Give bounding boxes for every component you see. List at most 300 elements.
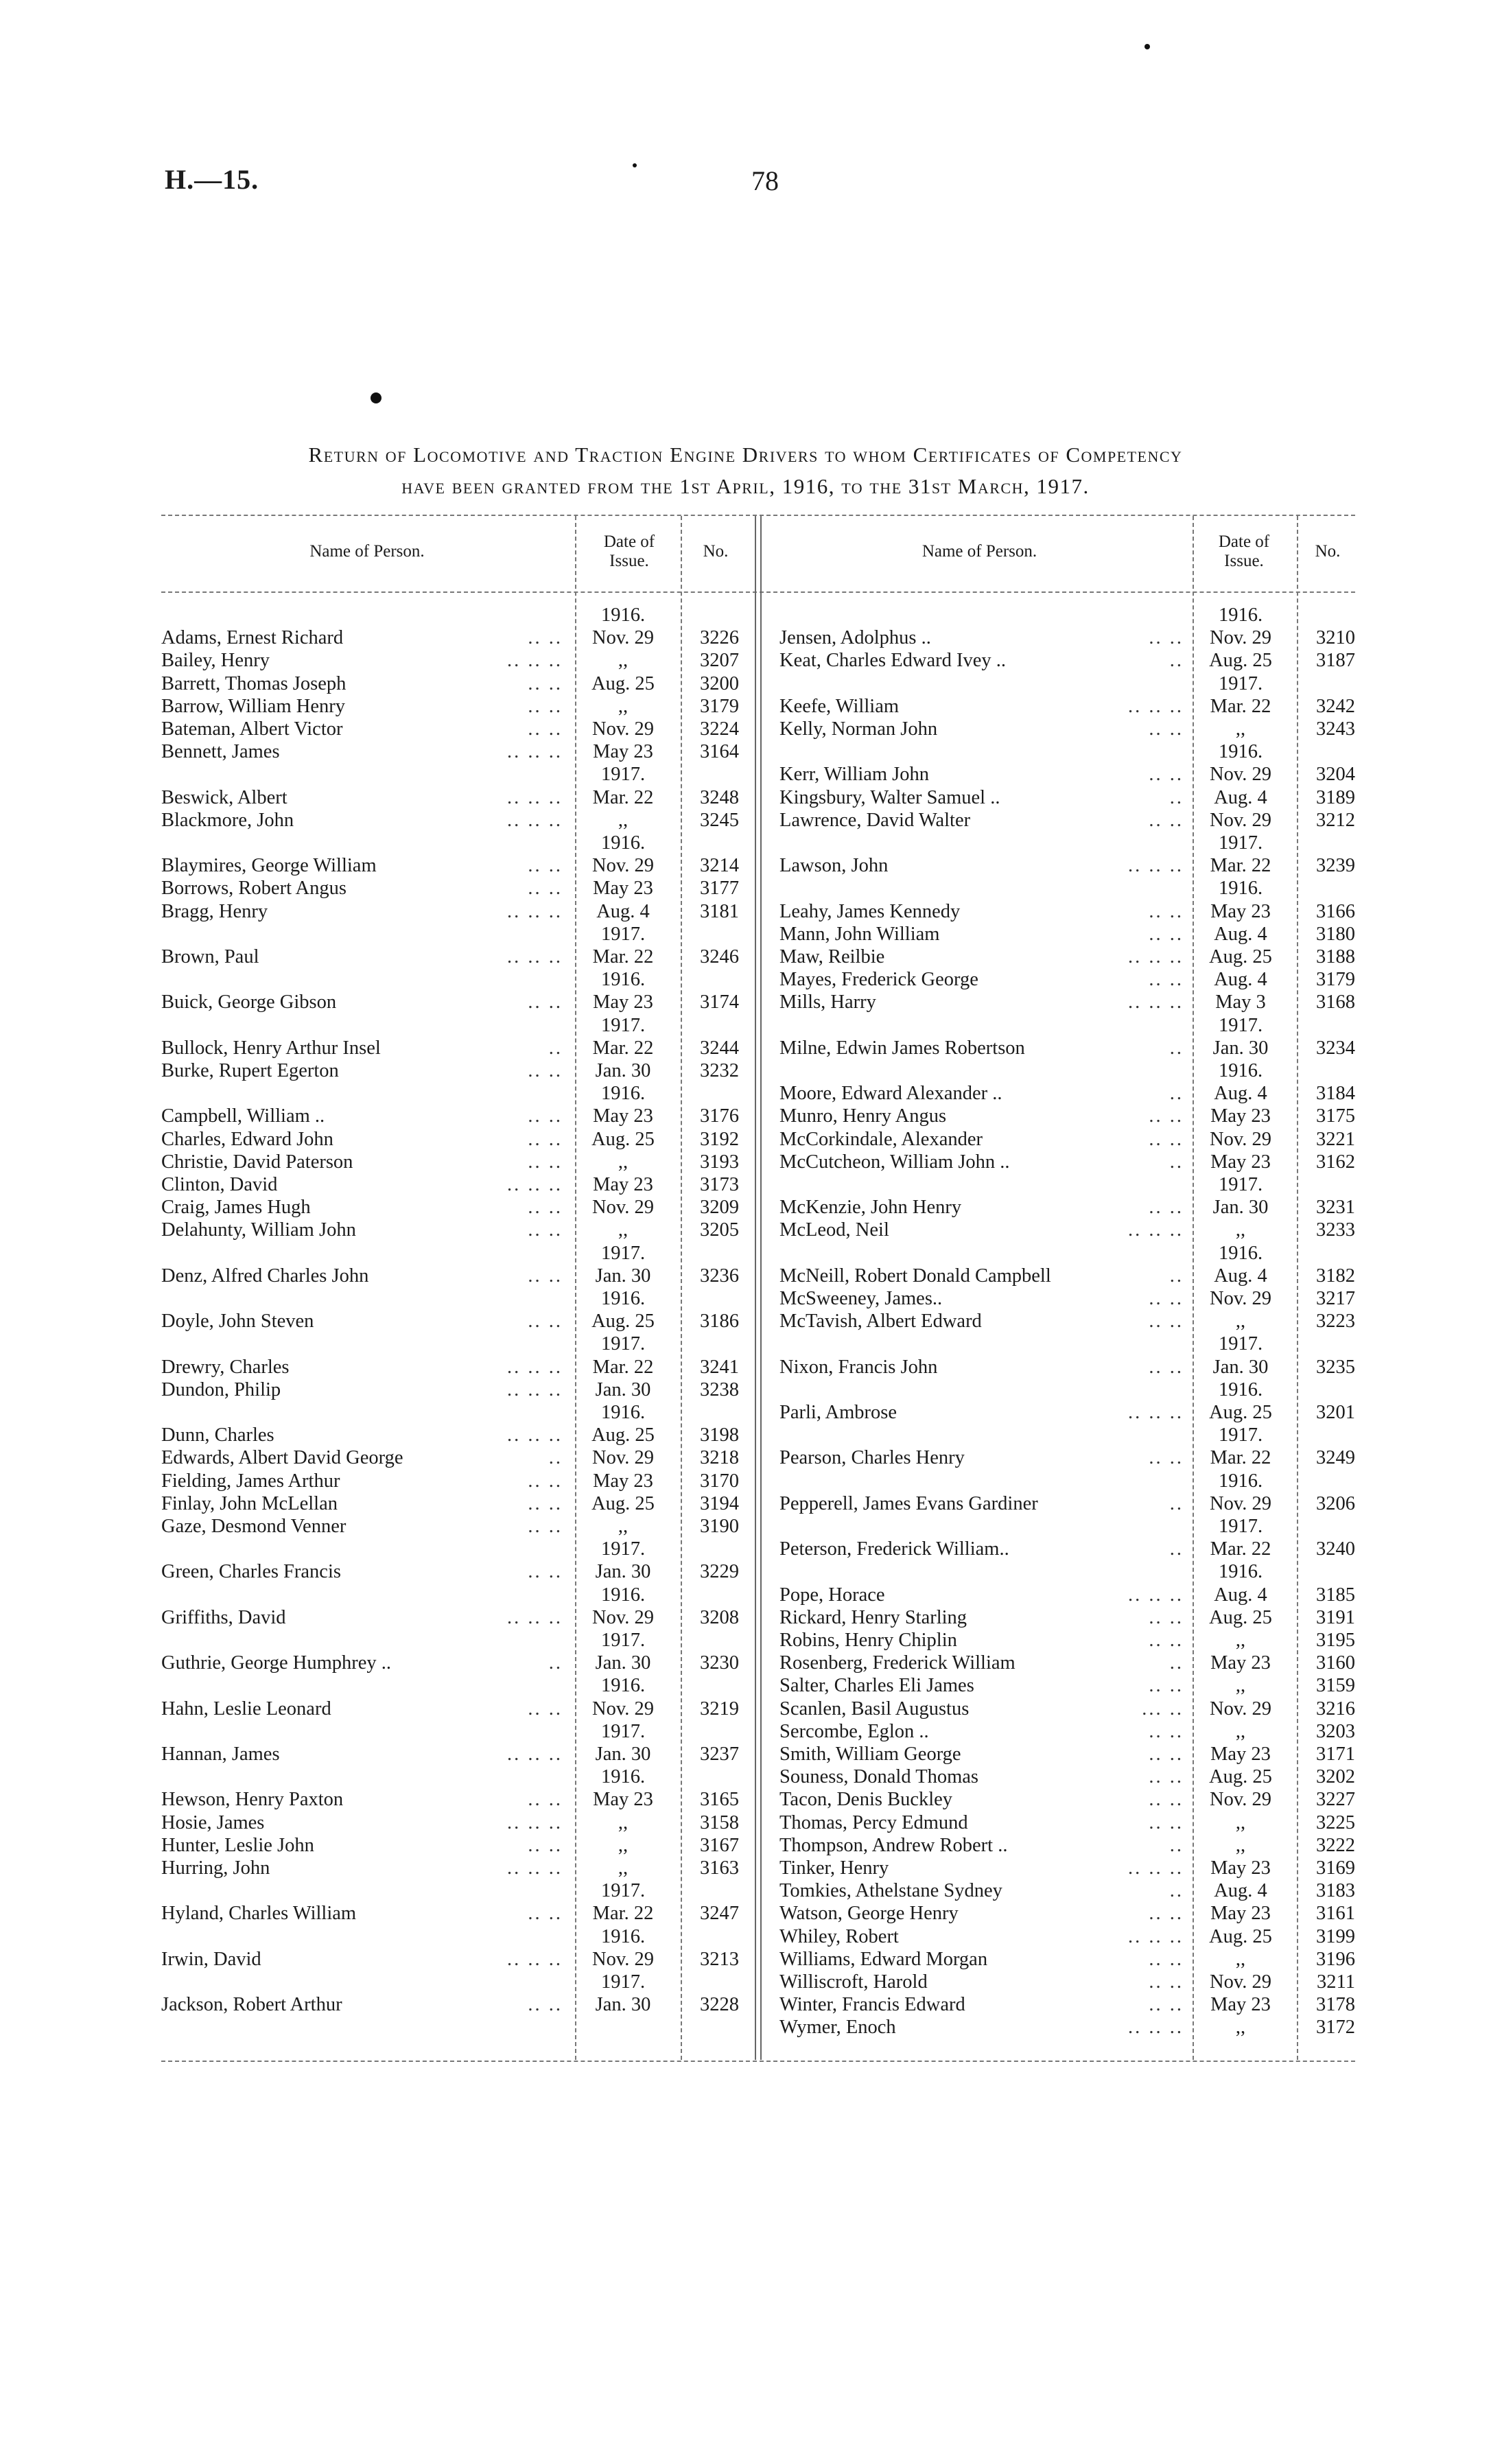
- issue-date: Aug. 4: [1214, 786, 1267, 808]
- leader-dots: ..: [1169, 1265, 1184, 1287]
- certificate-number: 3236: [700, 1265, 739, 1287]
- issue-date: May 23: [1210, 1105, 1271, 1127]
- leader-dots: ..: [1169, 1538, 1184, 1560]
- leader-dots: .. ..: [1149, 1789, 1184, 1811]
- issue-date: ,,: [618, 1516, 629, 1537]
- issue-date: ,,: [1235, 2017, 1246, 2039]
- certificate-number: 3166: [1316, 900, 1355, 922]
- right-number-divider: [1297, 516, 1298, 2060]
- leader-dots: .. ..: [1149, 1948, 1184, 1970]
- issue-date: 1916.: [600, 1766, 646, 1788]
- issue-date: Aug. 25: [591, 1311, 655, 1333]
- leader-dots: ..: [1169, 650, 1184, 672]
- leader-dots: ..: [548, 1447, 563, 1469]
- person-name: Borrows, Robert Angus: [161, 878, 347, 900]
- certificate-number: 3226: [700, 627, 739, 649]
- certificate-number: 3207: [700, 650, 739, 672]
- leader-dots: .. ..: [528, 1470, 563, 1492]
- certificate-number: 3241: [700, 1356, 739, 1378]
- leader-dots: .. ..: [528, 1903, 563, 1925]
- issue-date: Mar. 22: [592, 946, 654, 967]
- leader-dots: ..: [548, 1037, 563, 1059]
- certificate-number: 3210: [1316, 627, 1355, 649]
- certificate-number: 3237: [700, 1744, 739, 1765]
- leader-dots: .. .. ..: [1128, 1219, 1184, 1241]
- issue-date: Nov. 29: [1210, 1698, 1271, 1720]
- title-line-1: Return of Locomotive and Traction Engine Drivers to whom Certificates of Competency: [308, 443, 1183, 467]
- header-number-right: No.: [1315, 542, 1341, 561]
- leader-dots: .. ..: [528, 1698, 563, 1720]
- issue-date: 1917.: [1218, 1424, 1263, 1446]
- certificate-number: 3186: [700, 1311, 739, 1333]
- ink-speck: [1144, 44, 1150, 49]
- issue-date: Nov. 29: [1210, 764, 1271, 786]
- certificate-number: 3183: [1316, 1880, 1355, 1902]
- certificate-number: 3158: [700, 1811, 739, 1833]
- person-name: Keat, Charles Edward Ivey ..: [779, 650, 1007, 672]
- certificate-number: 3211: [1317, 1971, 1355, 1993]
- issue-date: Nov. 29: [1210, 627, 1271, 649]
- issue-date: Aug. 25: [591, 1128, 655, 1150]
- leader-dots: .. .. ..: [1128, 1402, 1184, 1423]
- person-name: Rickard, Henry Starling: [779, 1606, 967, 1628]
- leader-dots: .. ..: [528, 1060, 563, 1081]
- issue-date: 1916.: [600, 969, 646, 991]
- person-name: Adams, Ernest Richard: [161, 627, 344, 649]
- leader-dots: ..: [1169, 1652, 1184, 1674]
- leader-dots: .. .. ..: [507, 946, 563, 967]
- person-name: Denz, Alfred Charles John: [161, 1265, 369, 1287]
- leader-dots: .. ..: [1149, 1288, 1184, 1309]
- leader-dots: .. ..: [1149, 1903, 1184, 1925]
- certificate-number: 3162: [1316, 1151, 1355, 1173]
- issue-date: 1917.: [1218, 832, 1263, 854]
- person-name: Barrett, Thomas Joseph: [161, 672, 347, 694]
- certificate-number: 3233: [1316, 1219, 1355, 1241]
- certificate-number: 3216: [1316, 1698, 1355, 1720]
- issue-date: Nov. 29: [1210, 1789, 1271, 1811]
- person-name: Blaymires, George William: [161, 855, 377, 877]
- person-name: Beswick, Albert: [161, 786, 287, 808]
- issue-date: ,,: [618, 1811, 629, 1833]
- leader-dots: .. ..: [528, 695, 563, 717]
- issue-date: Nov. 29: [592, 1197, 654, 1219]
- issue-date: Jan. 30: [595, 1994, 651, 2016]
- issue-date: Jan. 30: [595, 1265, 651, 1287]
- leader-dots: .. ..: [528, 1516, 563, 1537]
- leader-dots: .. .. ..: [1128, 855, 1184, 877]
- issue-date: May 23: [1210, 1744, 1271, 1765]
- certificate-number: 3206: [1316, 1492, 1355, 1514]
- person-name: Watson, George Henry: [779, 1903, 959, 1925]
- certificate-number: 3168: [1316, 992, 1355, 1013]
- leader-dots: .. ..: [528, 672, 563, 694]
- issue-date: May 23: [593, 741, 653, 763]
- certificate-number: 3218: [700, 1447, 739, 1469]
- person-name: McTavish, Albert Edward: [779, 1311, 982, 1333]
- person-name: Munro, Henry Angus: [779, 1105, 947, 1127]
- issue-date: Mar. 22: [1210, 1447, 1271, 1469]
- header-name-left: Name of Person.: [309, 542, 425, 561]
- person-name: Hewson, Henry Paxton: [161, 1789, 344, 1811]
- leader-dots: .. ..: [1149, 923, 1184, 945]
- issue-date: Mar. 22: [592, 1037, 654, 1059]
- issue-date: Mar. 22: [592, 1903, 654, 1925]
- certificate-number: 3204: [1316, 764, 1355, 786]
- issue-date: ,,: [618, 650, 629, 672]
- person-name: McKenzie, John Henry: [779, 1197, 962, 1219]
- certificate-number: 3200: [700, 672, 739, 694]
- issue-date: 1917.: [600, 1720, 646, 1742]
- leader-dots: .. .. ..: [1128, 1925, 1184, 1947]
- certificate-number: 3165: [700, 1789, 739, 1811]
- issue-date: May 23: [1210, 1857, 1271, 1879]
- issue-date: 1917.: [600, 764, 646, 786]
- certificate-number: 3203: [1316, 1720, 1355, 1742]
- leader-dots: ..: [1169, 1083, 1184, 1105]
- issue-date: May 3: [1215, 992, 1266, 1013]
- certificate-number: 3191: [1316, 1606, 1355, 1628]
- issue-date: 1916.: [600, 1083, 646, 1105]
- person-name: Hosie, James: [161, 1811, 265, 1833]
- leader-dots: .. ..: [528, 1789, 563, 1811]
- certificate-number: 3176: [700, 1105, 739, 1127]
- certificate-number: 3190: [700, 1516, 739, 1537]
- leader-dots: ..: [1169, 1492, 1184, 1514]
- issue-date: Nov. 29: [592, 627, 654, 649]
- issue-date: ,,: [618, 1857, 629, 1879]
- certificate-number: 3188: [1316, 946, 1355, 967]
- issue-date: ,,: [618, 1834, 629, 1856]
- person-name: Thomas, Percy Edmund: [779, 1811, 968, 1833]
- certificate-number: 3164: [700, 741, 739, 763]
- issue-date: Aug. 4: [1214, 969, 1267, 991]
- certificate-number: 3172: [1316, 2017, 1355, 2039]
- issue-date: 1916.: [1218, 878, 1263, 900]
- person-name: Mayes, Frederick George: [779, 969, 978, 991]
- person-name: Kingsbury, Walter Samuel ..: [779, 786, 1000, 808]
- person-name: Campbell, William ..: [161, 1105, 325, 1127]
- person-name: Whiley, Robert: [779, 1925, 899, 1947]
- issue-date: May 23: [1210, 1903, 1271, 1925]
- certificate-number: 3170: [700, 1470, 739, 1492]
- leader-dots: .. ..: [1149, 1356, 1184, 1378]
- leader-dots: .. .. ..: [1128, 695, 1184, 717]
- certificate-number: 3180: [1316, 923, 1355, 945]
- person-name: Nixon, Francis John: [779, 1356, 938, 1378]
- certificate-number: 3221: [1316, 1128, 1355, 1150]
- issue-date: Mar. 22: [592, 786, 654, 808]
- certificate-number: 3209: [700, 1197, 739, 1219]
- certificate-number: 3198: [700, 1424, 739, 1446]
- table-row: [0, 1333, 1263, 1355]
- leader-dots: .. .. ..: [507, 809, 563, 831]
- issue-date: ,,: [618, 695, 629, 717]
- person-name: Tinker, Henry: [779, 1857, 889, 1879]
- certificate-number: 3171: [1316, 1744, 1355, 1765]
- left-date-divider: [575, 516, 576, 2060]
- leader-dots: ..: [1169, 1037, 1184, 1059]
- person-name: Dundon, Philip: [161, 1378, 281, 1400]
- issue-date: May 23: [593, 1470, 653, 1492]
- person-name: Bennett, James: [161, 741, 280, 763]
- issue-date: Jan. 30: [1212, 1037, 1269, 1059]
- issue-date: Mar. 22: [1210, 695, 1271, 717]
- issue-date: May 23: [1210, 1151, 1271, 1173]
- leader-dots: .. ..: [1149, 627, 1184, 649]
- issue-date: ,,: [1235, 1834, 1246, 1856]
- person-name: Fielding, James Arthur: [161, 1470, 340, 1492]
- leader-dots: .. .. ..: [1128, 946, 1184, 967]
- issue-date: 1916.: [600, 832, 646, 854]
- certificate-number: 3189: [1316, 786, 1355, 808]
- person-name: Wymer, Enoch: [779, 2017, 896, 2039]
- leader-dots: .. ..: [1149, 1197, 1184, 1219]
- issue-date: Aug. 25: [591, 1424, 655, 1446]
- leader-dots: .. .. ..: [507, 650, 563, 672]
- certificate-number: 3194: [700, 1492, 739, 1514]
- issue-date: Nov. 29: [1210, 1128, 1271, 1150]
- leader-dots: .. ..: [528, 1197, 563, 1219]
- issue-date: Jan. 30: [595, 1652, 651, 1674]
- certificate-number: 3240: [1316, 1538, 1355, 1560]
- certificate-number: 3234: [1316, 1037, 1355, 1059]
- certificate-number: 3223: [1316, 1311, 1355, 1333]
- person-name: Charles, Edward John: [161, 1128, 333, 1150]
- certificate-number: 3214: [700, 855, 739, 877]
- certificate-number: 3246: [700, 946, 739, 967]
- left-number-divider: [681, 516, 682, 2060]
- issue-date: Jan. 30: [595, 1744, 651, 1765]
- person-name: Kerr, William John: [779, 764, 930, 786]
- leader-dots: .. ..: [528, 1265, 563, 1287]
- person-name: Bullock, Henry Arthur Insel: [161, 1037, 381, 1059]
- person-name: Buick, George Gibson: [161, 992, 337, 1013]
- person-name: Mann, John William: [779, 923, 940, 945]
- person-name: Hahn, Leslie Leonard: [161, 1698, 331, 1720]
- issue-date: Mar. 22: [592, 1356, 654, 1378]
- issue-date: Aug. 25: [1209, 946, 1272, 967]
- leader-dots: .. ..: [1149, 1971, 1184, 1993]
- person-name: Jackson, Robert Arthur: [161, 1994, 342, 2016]
- certificate-number: 3239: [1316, 855, 1355, 877]
- leader-dots: .. ..: [528, 1151, 563, 1173]
- certificate-number: 3182: [1316, 1265, 1355, 1287]
- certificate-number: 3179: [700, 695, 739, 717]
- certificate-number: 3195: [1316, 1630, 1355, 1651]
- header-date-left: Date of Issue.: [603, 532, 655, 570]
- certificate-number: 3173: [700, 1174, 739, 1195]
- issue-date: Jan. 30: [595, 1561, 651, 1583]
- leader-dots: .. ..: [528, 992, 563, 1013]
- issue-date: Nov. 29: [1210, 1288, 1271, 1309]
- issue-date: Aug. 4: [1214, 1880, 1267, 1902]
- leader-dots: .. .. ..: [507, 1744, 563, 1765]
- person-name: Guthrie, George Humphrey ..: [161, 1652, 392, 1674]
- person-name: McCutcheon, William John ..: [779, 1151, 1010, 1173]
- leader-dots: .. ..: [528, 1311, 563, 1333]
- person-name: Finlay, John McLellan: [161, 1492, 338, 1514]
- certificate-number: 3201: [1316, 1402, 1355, 1423]
- person-name: Hyland, Charles William: [161, 1903, 357, 1925]
- certificate-number: 3229: [700, 1561, 739, 1583]
- leader-dots: .. ..: [1149, 1630, 1184, 1651]
- person-name: Jensen, Adolphus ..: [779, 627, 931, 649]
- issue-date: Jan. 30: [595, 1378, 651, 1400]
- person-name: McCorkindale, Alexander: [779, 1128, 983, 1150]
- person-name: Green, Charles Francis: [161, 1561, 341, 1583]
- person-name: Hannan, James: [161, 1744, 280, 1765]
- person-name: Brown, Paul: [161, 946, 259, 967]
- leader-dots: .. .. ..: [507, 1174, 563, 1195]
- issue-date: ,,: [1235, 1675, 1246, 1697]
- header-number-left: No.: [703, 542, 729, 561]
- center-double-rule: [755, 516, 762, 2060]
- leader-dots: .. ..: [528, 1492, 563, 1514]
- person-name: McSweeney, James..: [779, 1288, 943, 1309]
- person-name: Parli, Ambrose: [779, 1402, 897, 1423]
- issue-date: 1916.: [600, 1675, 646, 1697]
- issue-date: May 23: [593, 878, 653, 900]
- certificate-number: 3181: [700, 900, 739, 922]
- leader-dots: .. ..: [528, 1105, 563, 1127]
- certificate-number: 3184: [1316, 1083, 1355, 1105]
- issue-date: 1916.: [600, 1402, 646, 1423]
- certificate-number: 3169: [1316, 1857, 1355, 1879]
- person-name: Bragg, Henry: [161, 900, 268, 922]
- leader-dots: .. ..: [1149, 900, 1184, 922]
- leader-dots: .. ..: [1149, 1606, 1184, 1628]
- certificate-number: 3224: [700, 718, 739, 740]
- ink-speck: [371, 392, 381, 403]
- page-number: 78: [751, 165, 779, 196]
- person-name: Bateman, Albert Victor: [161, 718, 343, 740]
- certificate-number: 3232: [700, 1060, 739, 1081]
- certificate-number: 3212: [1316, 809, 1355, 831]
- issue-date: ,,: [1235, 1630, 1246, 1651]
- issue-date: 1917.: [600, 1333, 646, 1355]
- leader-dots: .. .. ..: [507, 1857, 563, 1879]
- issue-date: Aug. 25: [1209, 1925, 1272, 1947]
- leader-dots: .. ..: [528, 1219, 563, 1241]
- certificate-number: 3167: [700, 1834, 739, 1856]
- issue-date: 1917.: [1218, 1014, 1263, 1036]
- issue-date: ,,: [1235, 1219, 1246, 1241]
- certificate-number: 3187: [1316, 650, 1355, 672]
- issue-date: 1917.: [600, 1242, 646, 1264]
- issue-date: Aug. 25: [1209, 1402, 1272, 1423]
- right-date-divider: [1193, 516, 1194, 2060]
- issue-date: 1917.: [600, 1538, 646, 1560]
- leader-dots: .. ..: [528, 1128, 563, 1150]
- person-name: Blackmore, John: [161, 809, 294, 831]
- leader-dots: ..: [1169, 1834, 1184, 1856]
- person-name: Smith, William George: [779, 1744, 961, 1765]
- table-row: [0, 604, 1263, 626]
- leader-dots: .. ..: [1149, 809, 1184, 831]
- issue-date: Nov. 29: [1210, 1971, 1271, 1993]
- person-name: Tacon, Denis Buckley: [779, 1789, 953, 1811]
- issue-date: May 23: [1210, 1652, 1271, 1674]
- header-date-right: Date of Issue.: [1218, 532, 1270, 570]
- certificate-number: 3213: [700, 1948, 739, 1970]
- certificate-number: 3228: [700, 1994, 739, 2016]
- certificate-number: 3179: [1316, 969, 1355, 991]
- issue-date: 1916.: [1218, 1242, 1263, 1264]
- person-name: McNeill, Robert Donald Campbell: [779, 1265, 1051, 1287]
- issue-date: 1917.: [1218, 672, 1263, 694]
- person-name: Rosenberg, Frederick William: [779, 1652, 1015, 1674]
- person-name: Williscroft, Harold: [779, 1971, 928, 1993]
- person-name: Hunter, Leslie John: [161, 1834, 314, 1856]
- issue-date: Aug. 25: [1209, 1766, 1272, 1788]
- leader-dots: .. ..: [1149, 1311, 1184, 1333]
- issue-date: Jan. 30: [595, 1060, 651, 1081]
- person-name: Lawson, John: [779, 855, 889, 877]
- certificate-number: 3222: [1316, 1834, 1355, 1856]
- document-title: [124, 439, 1367, 502]
- issue-date: Nov. 29: [1210, 809, 1271, 831]
- person-name: Keefe, William: [779, 695, 900, 717]
- person-name: Hurring, John: [161, 1857, 270, 1879]
- leader-dots: .. ..: [1149, 1744, 1184, 1765]
- person-name: Peterson, Frederick William..: [779, 1538, 1009, 1560]
- leader-dots: ..: [1169, 786, 1184, 808]
- person-name: Maw, Reilbie: [779, 946, 885, 967]
- person-name: Moore, Edward Alexander ..: [779, 1083, 1002, 1105]
- issue-date: 1916.: [1218, 1561, 1263, 1583]
- leader-dots: .. .. ..: [507, 741, 563, 763]
- issue-date: Aug. 25: [1209, 1606, 1272, 1628]
- issue-date: 1916.: [600, 1925, 646, 1947]
- leader-dots: ..: [1169, 1880, 1184, 1902]
- issue-date: 1917.: [1218, 1174, 1263, 1195]
- issue-date: 1916.: [1218, 1060, 1263, 1081]
- leader-dots: ..: [1169, 1151, 1184, 1173]
- person-name: Leahy, James Kennedy: [779, 900, 961, 922]
- person-name: Barrow, William Henry: [161, 695, 345, 717]
- certificate-number: 3185: [1316, 1584, 1355, 1606]
- issue-date: Nov. 29: [592, 718, 654, 740]
- certificate-number: 3227: [1316, 1789, 1355, 1811]
- issue-date: Jan. 30: [1212, 1356, 1269, 1378]
- certificate-number: 3249: [1316, 1447, 1355, 1469]
- issue-date: May 23: [593, 1789, 653, 1811]
- leader-dots: .. ..: [1149, 969, 1184, 991]
- issue-date: 1916.: [1218, 605, 1263, 626]
- table-bottom-rule: [161, 2061, 1355, 2062]
- issue-date: 1916.: [1218, 1378, 1263, 1400]
- leader-dots: .. ..: [528, 878, 563, 900]
- leader-dots: .. ..: [1149, 1128, 1184, 1150]
- person-name: Clinton, David: [161, 1174, 278, 1195]
- title-line-2: have been granted from the 1st April, 1916, to the 31st March, 1917.: [401, 474, 1090, 498]
- leader-dots: .. .. ..: [507, 1356, 563, 1378]
- certificate-number: 3196: [1316, 1948, 1355, 1970]
- person-name: Salter, Charles Eli James: [779, 1675, 974, 1697]
- issue-date: Aug. 25: [591, 1492, 655, 1514]
- issue-date: Nov. 29: [592, 1606, 654, 1628]
- certificate-number: 3235: [1316, 1356, 1355, 1378]
- certificate-number: 3248: [700, 786, 739, 808]
- leader-dots: .. ..: [1149, 1447, 1184, 1469]
- person-name: Sercombe, Eglon ..: [779, 1720, 929, 1742]
- certificate-number: 3159: [1316, 1675, 1355, 1697]
- leader-dots: .. ..: [528, 1561, 563, 1583]
- leader-dots: .. .. ..: [507, 1948, 563, 1970]
- leader-dots: .. ..: [1149, 1811, 1184, 1833]
- person-name: Gaze, Desmond Venner: [161, 1516, 347, 1537]
